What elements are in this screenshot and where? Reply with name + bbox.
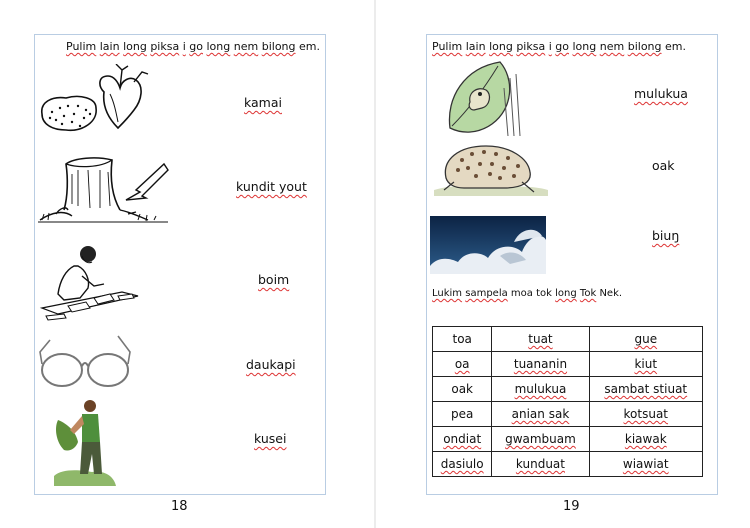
table-cell: sambat stiuat [589,377,702,402]
table-cell: ondiat [433,427,492,452]
table-row [433,402,703,427]
strawberry-heart-icon [38,64,150,134]
sky-clouds-image [430,216,546,274]
word-biun: biuŋ [652,228,680,243]
word-oak: oak [652,158,675,173]
eyeglasses-icon [38,334,132,394]
table-cell: wiawiat [589,452,702,477]
word-kusei: kusei [254,431,287,446]
boy-carrying-grass-icon [52,398,118,490]
table-cell: gue [589,327,702,352]
frog-on-leaf-icon [444,58,524,138]
table-row [433,377,703,402]
page-number-right: 19 [563,499,580,514]
table-cell: dasiulo [433,452,492,477]
table-cell: tuat [492,327,589,352]
table-cell: oa [433,352,492,377]
table-cell: pea [433,402,492,427]
table-cell: oak [433,377,492,402]
table-cell: kunduat [492,452,589,477]
table-cell: tuananin [492,352,589,377]
man-writing-icon [38,244,140,322]
word-kamai: kamai [244,95,282,110]
table-cell: kiut [589,352,702,377]
table-cell: kiawak [589,427,702,452]
word-kundit-yout: kundit yout [236,179,307,194]
word-daukapi: daukapi [246,357,296,372]
table-row [433,327,703,352]
right-instruction: Pulim lain long piksa i go long nem bilong em. [432,40,686,53]
table-cell: toa [433,327,492,352]
table-cell: anian sak [492,402,589,427]
word-mulukua: mulukua [634,86,688,101]
spotted-toad-icon [434,140,548,196]
table-row [433,352,703,377]
word-table [432,326,703,477]
table-cell: mulukua [492,377,589,402]
table-row [433,427,703,452]
sample-instruction: Lukim sampela moa tok long Tok Nek. [432,288,623,299]
left-instruction: Pulim lain long piksa i go long nem bilong em. [66,40,320,53]
word-boim: boim [258,272,290,287]
tree-stump-arrow-icon [38,150,170,224]
table-cell: kotsuat [589,402,702,427]
table-cell: gwambuam [492,427,589,452]
page-number-left: 18 [171,499,188,514]
table-row [433,452,703,477]
